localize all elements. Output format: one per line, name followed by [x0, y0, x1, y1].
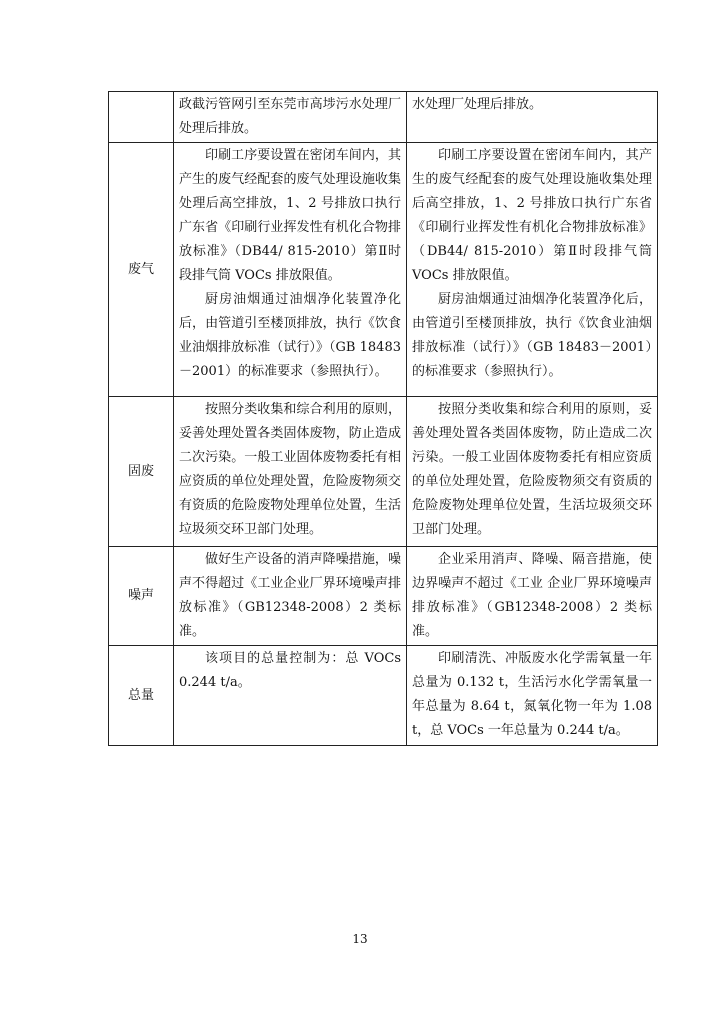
implementation-cell — [407, 143, 658, 397]
requirement-cell — [174, 92, 407, 143]
paragraph: 厨房油烟通过油烟净化装置净化后，由管道引至楼顶排放，执行《饮食业油烟排放标准（试行）》（GB 18483－2001）的标准要求（参照执行）。 — [179, 292, 401, 379]
comparison-table — [108, 91, 658, 746]
implementation-cell — [407, 646, 658, 746]
implementation-cell — [407, 547, 658, 646]
paragraph: 按照分类收集和综合利用的原则，妥善处理处置各类固体废物，防止造成二次污染。一般工业固体废物委托有相应资质的单位处理处置，危险废物须交有资质的危险废物处理单位处置，生活垃圾须交环卫部门处理。 — [179, 402, 401, 537]
paragraph: 政截污管网引至东莞市高埗污水处理厂处理后排放。 — [179, 97, 401, 136]
category-cell: 总量 — [109, 646, 174, 746]
requirement-cell — [174, 547, 407, 646]
paragraph: 企业采用消声、降噪、隔音措施，使边界噪声不超过《工业 企业厂界环境噪声排放标准》（GB12348-2008）2 类标准。 — [412, 552, 652, 639]
implementation-cell — [407, 397, 658, 547]
paragraph: 厨房油烟通过油烟净化装置净化后，由管道引至楼顶排放，执行《饮食业油烟排放标准（试行）》（GB 18483－2001）的标准要求（参照执行）。 — [412, 292, 652, 379]
requirement-cell — [174, 143, 407, 397]
paragraph: 印刷清洗、冲版废水化学需氧量一年总量为 0.132 t，生活污水化学需氧量一年总量为 8.64 t，氮氧化物一年为 1.08 t，总 VOCs 一年总量为 0.244 t/a。 — [412, 651, 652, 738]
category-cell: 噪声 — [109, 547, 174, 646]
category-cell — [109, 92, 174, 143]
paragraph: 印刷工序要设置在密闭车间内，其产生的废气经配套的废气处理设施收集处理后高空排放，1、2 号排放口执行广东省《印刷行业挥发性有机化合物排放标准》（DB44/ 815-2010）第Ⅱ时段排气筒 VOCs 排放限值。 — [412, 148, 652, 283]
table-row — [109, 397, 658, 547]
implementation-cell — [407, 92, 658, 143]
category-cell: 废气 — [109, 143, 174, 397]
table-row — [109, 92, 658, 143]
requirement-cell — [174, 397, 407, 547]
paragraph: 水处理厂处理后排放。 — [412, 97, 543, 112]
category-cell: 固废 — [109, 397, 174, 547]
table-row — [109, 646, 658, 746]
paragraph: 该项目的总量控制为：总 VOCs 0.244 t/a。 — [179, 651, 401, 690]
paragraph: 做好生产设备的消声降噪措施，噪声不得超过《工业企业厂界环境噪声排放标准》（GB12348-2008）2 类标准。 — [179, 552, 401, 639]
table-row — [109, 143, 658, 397]
paragraph: 印刷工序要设置在密闭车间内，其产生的废气经配套的废气处理设施收集处理后高空排放，1、2 号排放口执行广东省《印刷行业挥发性有机化合物排放标准》（DB44/ 815-2010）第Ⅱ时段排气筒 VOCs 排放限值。 — [179, 148, 401, 283]
paragraph: 按照分类收集和综合利用的原则，妥善处理处置各类固体废物，防止造成二次污染。一般工业固体废物委托有相应资质的单位处理处置，危险废物须交有资质的危险废物处理单位处置，生活垃圾须交环卫部门处理。 — [412, 402, 652, 537]
page-number: 13 — [352, 932, 368, 946]
requirement-cell — [174, 646, 407, 746]
table-row — [109, 547, 658, 646]
